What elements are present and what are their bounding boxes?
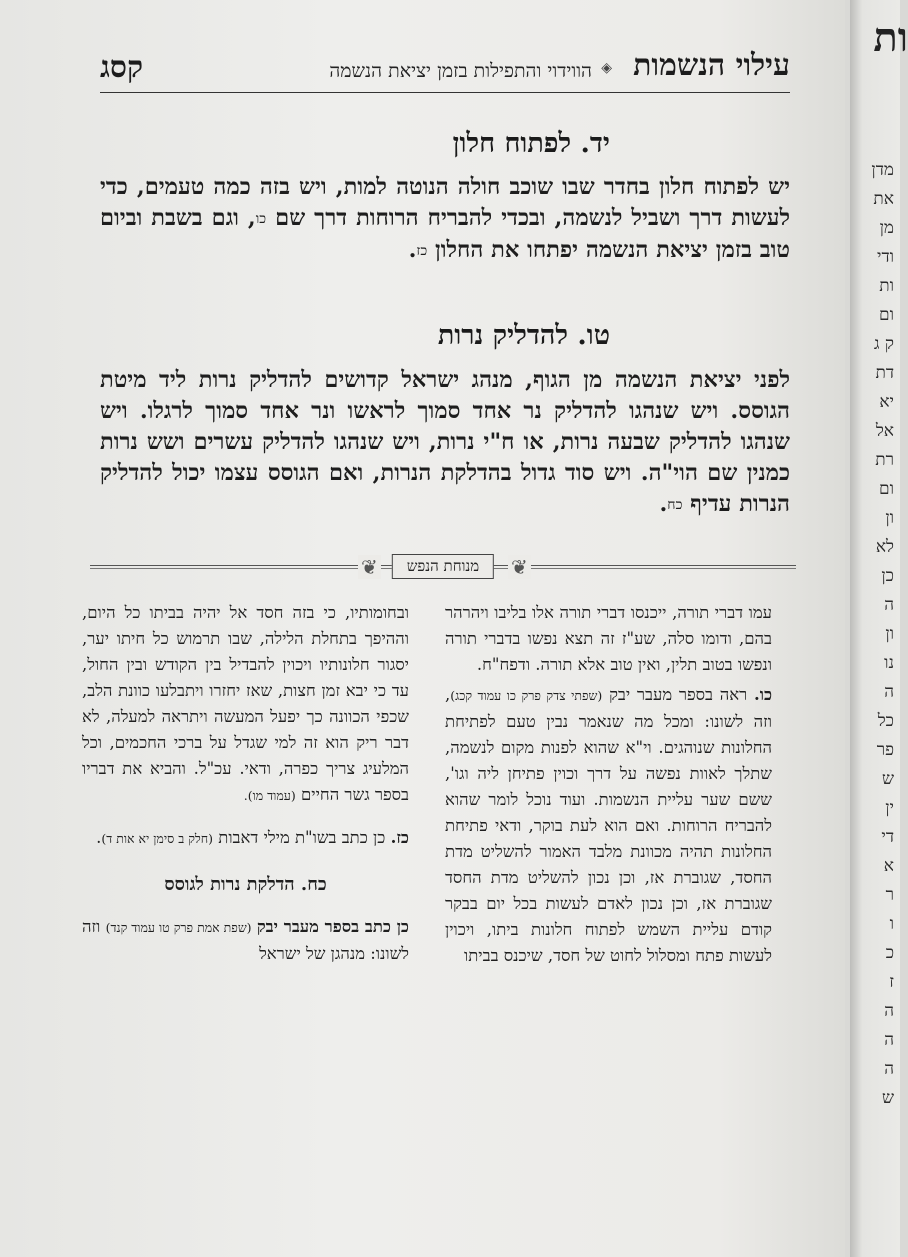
adjacent-page-line: לא — [875, 537, 894, 557]
diamond-ornament-icon: ◈ — [601, 60, 612, 76]
adjacent-page-line: ה — [884, 595, 894, 615]
footnote-continuation: עמו דברי תורה, ייכנסו דברי תורה אלו בליבו ויהרהר בהם, ודומו סלה, שע"ז זה תצא נפשו בדברי תורה ונפשו בטוב תלין, ואין טוב אלא תורה. ודפח"ח. — [445, 603, 772, 674]
section-14-title: יד. לפתוח חלון — [452, 128, 610, 159]
section-14-end: . — [408, 237, 417, 263]
footnote-26 — [445, 682, 772, 969]
footnote-ref: כז — [416, 243, 428, 259]
divider-label: מנוחת הנפש — [392, 554, 494, 579]
adjacent-page-line: ון — [885, 508, 894, 528]
footnote-source: (שפתי צדק פרק כו עמוד קכג) — [450, 688, 603, 703]
footnote-text: כן כתב בספר מעבר יבק — [256, 917, 409, 936]
footnote-source: (חלק ב סימן יא אות ד) — [101, 831, 214, 846]
adjacent-page-line: ש — [881, 769, 894, 789]
adjacent-page-line: כל — [877, 711, 894, 731]
footnote-number: כו. — [753, 685, 773, 704]
adjacent-page-line: דת — [875, 363, 894, 383]
adjacent-page-line: ר — [885, 885, 894, 905]
footnote-subheading: כח. הדלקת נרות לגוסס — [164, 874, 327, 895]
adjacent-page-line: את — [873, 189, 894, 209]
adjacent-page-line: אל — [875, 421, 894, 441]
footnotes-right-column — [445, 600, 772, 969]
adjacent-page-line: ש — [881, 1088, 894, 1108]
footnote-28 — [82, 914, 409, 967]
footnote-text: ראה בספר מעבר יבק — [609, 685, 748, 704]
section-14-text-cont: , וגם בשבת וביום טוב בזמן יציאת הנשמה יפתחו את החלון — [100, 205, 790, 263]
footnote-source: (עמוד מו). — [243, 788, 296, 803]
footnote-text: כן כתב בשו"ת מילי דאבות — [218, 828, 386, 847]
footnote-ref: כח — [667, 497, 683, 513]
adjacent-page-line: ון — [885, 624, 894, 644]
footnote-source: (שפת אמת פרק טו עמוד קנד) — [105, 920, 252, 935]
adjacent-page-line: כ — [885, 943, 894, 963]
footnote-continuation — [82, 600, 409, 809]
flourish-icon: ❦ — [508, 555, 531, 579]
adjacent-page-line: ה — [884, 1059, 894, 1079]
footnote-number: כז. — [390, 828, 409, 847]
adjacent-page-line: ק ג — [873, 334, 894, 354]
adjacent-page-line: ו — [889, 914, 894, 934]
footnote-end: . — [96, 828, 102, 847]
running-header — [100, 48, 790, 93]
adjacent-page-line: יא — [879, 392, 894, 412]
adjacent-page-line: די — [881, 827, 894, 847]
adjacent-page-line: ום — [879, 479, 894, 499]
page-number: קסג — [100, 50, 144, 85]
footnote-text: ובחומותיו, כי בזה חסד אל יהיה בביתו כל היום, וההיפך בתחלת הלילה, שבו תרמוש כל חיתו יער, יסגור חלונותיו ויכוין להבדיל בין הקודש ובין החול, עד כי יבא זמן חצות, שאז יחזרו ויתבלעו כוונת הלב, שכפי הכוונה כך יפעל המעשה ויתראה למעלה, לא דבר ריק הוא זה למי שגדל על ברכי החכמים, וכל המלעיג צריך כפרה, ודאי. עכ"ל. והביא את דבריו בספר גשר החיים — [82, 603, 409, 804]
footnote-27 — [82, 825, 409, 852]
adjacent-page-line: ה — [884, 1030, 894, 1050]
adjacent-page-line: מדן — [871, 160, 894, 180]
footnote-divider — [90, 553, 796, 593]
section-15-end: . — [659, 491, 668, 517]
adjacent-page-line: ז — [889, 972, 894, 992]
section-15-body — [100, 365, 790, 521]
section-15-text: לפני יציאת הנשמה מן הגוף, מנהג ישראל קדושים להדליק נרות ליד מיטת הגוסס. ויש שנהגו להדליק נר אחד סמוך לראשו ונר אחד סמוך לרגלו. ויש שנהגו להדליק שבעה נרות, או ח"י נרות, ויש שנהגו להדליק עשרים ושש נרות כמנין שם הוי"ה. ויש סוד גדול בהדלקת הנרות, ואם הגוסס עצמו יכול להדליק הנרות עדיף — [100, 367, 790, 517]
adjacent-page-line: ה — [884, 1001, 894, 1021]
adjacent-page-line: ות — [879, 276, 894, 296]
adjacent-page-line: ה — [884, 682, 894, 702]
adjacent-page-edge — [850, 0, 908, 1257]
adjacent-page-title: ות — [873, 14, 908, 61]
footnote-text: , וזה לשונו: ומכל מה שנאמר נבין טעם לפתיחת החלונות שנוהגים. וי"א שהוא לפנות מקום לנשמה, שתלך לאוות נפשה על דרך וכוין פתיחן ליה וגו', ששם שער עליית הנשמות. ועוד נוכל לומר שהוא להבריח הרוחות. ואם הוא לעת בוקר, ודאי פתיחת החלונות תהיה מכוונת מלבד האמור להשליט מדת החסד, שגוברת אז, וכן נכון להשליט מדת החסד שגוברת אז, וכן נכון לאדם לעשות בכל יום בבקר קודם עליית השמש לפתוח חלונות ביתו, ויכוין לעשות פתח ומסלול לחוט של חסד, שיכנס בביתו — [445, 685, 772, 965]
chapter-title: הווידוי והתפילות בזמן יציאת הנשמה — [329, 60, 592, 82]
section-15-title: טו. להדליק נרות — [437, 320, 610, 351]
section-14-text: יש לפתוח חלון בחדר שבו שוכב חולה הנוטה למות, ויש בזה כמה טעמים, כדי לעשות דרך ושביל לנשמה, ובכדי להבריח הרוחות דרך שם — [100, 174, 790, 231]
footnote-ref: כו — [255, 211, 267, 227]
adjacent-page-line: מן — [879, 218, 894, 238]
flourish-icon: ❦ — [358, 555, 381, 579]
section-14-body — [100, 172, 790, 267]
adjacent-page-line: פר — [876, 740, 894, 760]
adjacent-page-line: ודי — [877, 247, 894, 267]
footnote-text: וזה לשונו: מנהגן של ישראל — [82, 917, 409, 963]
adjacent-page-line: רת — [875, 450, 894, 470]
adjacent-page-line: נו — [884, 653, 894, 673]
adjacent-page-line: ין — [885, 798, 894, 818]
adjacent-page-line: א — [883, 856, 894, 876]
book-title: עילוי הנשמות — [633, 48, 790, 83]
footnotes-left-column — [82, 600, 409, 967]
adjacent-page-line: ום — [879, 305, 894, 325]
adjacent-page-line: כן — [881, 566, 894, 586]
